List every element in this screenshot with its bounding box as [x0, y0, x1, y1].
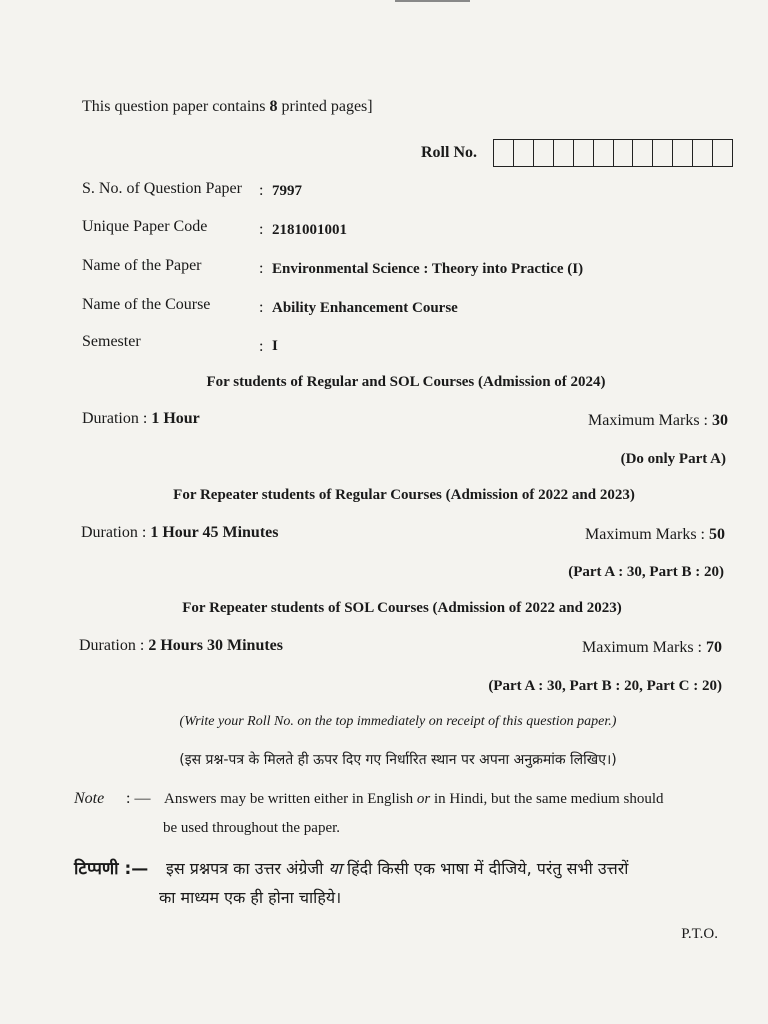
- duration-label: Duration :: [81, 524, 151, 541]
- duration-value: 1 Hour 45 Minutes: [150, 524, 279, 541]
- tippani-ya-word: या: [328, 859, 342, 878]
- parts-breakdown: (Part A : 30, Part B : 20): [568, 564, 724, 580]
- sno-label: S. No. of Question Paper: [82, 180, 242, 197]
- sno-colon: :: [259, 182, 264, 199]
- top-scan-rule: [395, 0, 470, 2]
- roll-no-cell[interactable]: [614, 140, 634, 166]
- sno-value: 7997: [272, 183, 302, 199]
- roll-no-cell[interactable]: [633, 140, 653, 166]
- roll-no-cell[interactable]: [534, 140, 554, 166]
- roll-no-cell[interactable]: [514, 140, 534, 166]
- max-marks-value: 30: [712, 412, 728, 429]
- max-marks-line: [582, 639, 722, 657]
- note-line-1-end: in Hindi, but the same medium should: [430, 791, 664, 807]
- parts-breakdown: (Do only Part A): [620, 451, 726, 467]
- section-heading: For Repeater students of SOL Courses (Admission of 2022 and 2023): [182, 600, 622, 616]
- roll-no-instruction: (Write your Roll No. on the top immediately on receipt of this question paper.): [179, 714, 617, 729]
- note-label: Note: [74, 790, 105, 807]
- max-marks-line: [588, 412, 728, 430]
- paper-code-value: 2181001001: [272, 222, 347, 238]
- semester-value: I: [272, 338, 278, 354]
- intro-suffix: printed pages]: [277, 98, 373, 115]
- max-marks-label: Maximum Marks :: [585, 526, 709, 543]
- duration-label: Duration :: [82, 410, 152, 427]
- max-marks-value: 50: [709, 526, 725, 543]
- roll-no-cell[interactable]: [574, 140, 594, 166]
- roll-no-cell[interactable]: [554, 140, 574, 166]
- parts-breakdown: (Part A : 30, Part B : 20, Part C : 20): [488, 678, 722, 694]
- pages-statement: [82, 98, 373, 116]
- tippani-line-1-end: हिंदी किसी एक भाषा में दीजिये, परंतु सभी उत्तरों: [341, 859, 629, 878]
- duration-value: 1 Hour: [151, 410, 200, 427]
- section-heading: For students of Regular and SOL Courses (Admission of 2024): [206, 374, 606, 390]
- course-name-colon: :: [259, 299, 264, 316]
- tippani-line-2: का माध्यम एक ही होना चाहिये।: [159, 888, 342, 907]
- paper-name-label: Name of the Paper: [82, 257, 202, 274]
- semester-colon: :: [259, 338, 264, 355]
- roll-no-cell[interactable]: [673, 140, 693, 166]
- duration-line: [82, 410, 200, 428]
- note-line-2: be used throughout the paper.: [163, 820, 341, 836]
- paper-name-value: Environmental Science : Theory into Practice (I): [272, 261, 584, 277]
- roll-no-instruction-hindi: (इस प्रश्न-पत्र के मिलते ही ऊपर दिए गए निर्धारित स्थान पर अपना अनुक्रमांक लिखिए।): [179, 752, 617, 768]
- roll-no-cell[interactable]: [713, 140, 732, 166]
- section-heading: For Repeater students of Regular Courses (Admission of 2022 and 2023): [173, 487, 635, 503]
- roll-no-cell[interactable]: [693, 140, 713, 166]
- roll-no-label: Roll No.: [421, 144, 477, 161]
- note-or-word: or: [416, 791, 431, 807]
- tippani-label: टिप्पणी :—: [74, 859, 149, 879]
- tippani-line-1-start: इस प्रश्नपत्र का उत्तर अंग्रेजी: [166, 859, 329, 878]
- intro-prefix: This question paper contains: [82, 98, 270, 115]
- course-name-label: Name of the Course: [82, 296, 211, 313]
- roll-no-cell[interactable]: [653, 140, 673, 166]
- roll-no-boxes[interactable]: [493, 139, 733, 167]
- paper-code-label: Unique Paper Code: [82, 218, 208, 235]
- duration-value: 2 Hours 30 Minutes: [148, 637, 283, 654]
- max-marks-line: [585, 526, 725, 544]
- paper-code-colon: :: [259, 221, 264, 238]
- max-marks-value: 70: [706, 639, 722, 656]
- note-dash: : —: [126, 790, 151, 807]
- semester-label: Semester: [82, 333, 141, 350]
- duration-line: [81, 524, 278, 542]
- note-line-1-start: Answers may be written either in English: [164, 791, 417, 807]
- max-marks-label: Maximum Marks :: [588, 412, 712, 429]
- roll-no-cell[interactable]: [594, 140, 614, 166]
- duration-line: [79, 637, 283, 655]
- paper-name-colon: :: [259, 260, 264, 277]
- pto-marker: P.T.O.: [681, 926, 718, 942]
- intro-pages-count: 8: [269, 98, 278, 115]
- roll-no-cell[interactable]: [494, 140, 514, 166]
- note-line-1: [164, 791, 664, 808]
- tippani-line-1: [166, 857, 628, 879]
- course-name-value: Ability Enhancement Course: [272, 300, 458, 316]
- max-marks-label: Maximum Marks :: [582, 639, 706, 656]
- duration-label: Duration :: [79, 637, 149, 654]
